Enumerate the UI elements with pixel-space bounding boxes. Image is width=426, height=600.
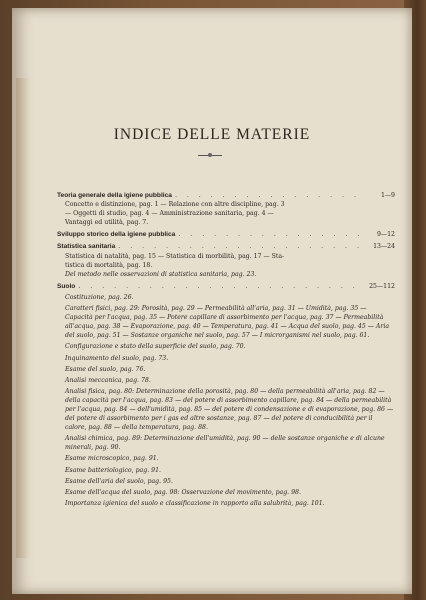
toc-entry-title: Sviluppo storico della igiene pubblica <box>57 231 176 239</box>
toc-entry-description <box>57 252 395 279</box>
toc-entry-pages: 9—12 <box>377 231 395 239</box>
description-line: Statistica di natalità, pag. 15 — Statistica di morbilità, pag. 17 — Sta- <box>65 252 285 260</box>
suolo-item: Esame del suolo, pag. 76. <box>65 365 146 373</box>
toc-entry-title: Suolo <box>57 282 76 290</box>
toc-entry-description <box>57 200 395 227</box>
leader-dots <box>78 282 362 291</box>
suolo-item: Analisi fisica, pag. 80: Determinazione della porosità, pag. 80 — della permeabilità all'aria, pag. 82 — della capacità per l'acqua, pag. 83 — del potere di assorbimento capillare, pag. 84 — della permeabilità per l'acqua, pag. 84 — dell'umidità, pag. 85 — del potere di condensazione e di evaporazione, pag. 86 — del potere di assorbimento per i gas ed altre sostanze, pag. 87 — del potere di conducibilità per il calore, pag. 88 — della temperatura, pag. 88. <box>65 387 394 432</box>
description-line: Concetto e distinzione, pag. 1 — Relazione con altre discipline, pag. 3 <box>65 201 285 209</box>
suolo-item: Analisi chimica, pag. 89: Determinazione dell'umidità, pag. 90 — delle sostanze organiche e di alcune minerali, pag. 90. <box>65 435 385 452</box>
suolo-item: Importanza igienica del suolo e classificazione in rapporto alla salubrità, pag. 101. <box>65 499 325 507</box>
suolo-item: Configurazione e stato della superficie del suolo, pag. 70. <box>65 343 246 351</box>
page-gutter-shadow <box>16 78 30 558</box>
suolo-item: Caratteri fisici, pag. 29: Porosità, pag. 29 — Permeabilità all'aria, pag. 31 — Umidità, pag. 35 — Capacità per l'acqua, pag. 35 — Potere capillare di assorbimento per l'acqua, pag. 37 — Permeabilità all'acqua, pag. 38 — Evaporazione, pag. 40 — Temperatura, pag. 41 — Acqua del suolo, pag. 45 — Aria del suolo, pag. 51 — Sostanze organiche nel suolo, pag. 57 — I microrganismi nel suolo, pag. 61. <box>65 305 390 340</box>
toc-entry-title: Teoria generale della igiene pubblica <box>57 192 172 199</box>
description-line: tistica di mortalità, pag. 18. <box>65 261 153 269</box>
leader-dots <box>118 242 362 251</box>
table-of-contents <box>57 191 395 508</box>
toc-entry <box>57 230 395 239</box>
title-ornament-dot <box>208 153 212 157</box>
description-line: Del metodo nelle osservazioni di statistica sanitaria, pag. 23. <box>65 270 257 278</box>
toc-entry-pages: 1—9 <box>380 192 395 199</box>
toc-entry-title: Statistica sanitaria <box>57 243 116 251</box>
toc-entry <box>57 242 395 251</box>
page-title: INDICE DELLE MATERIE <box>113 126 311 143</box>
suolo-item: Esame microscopico, pag. 91. <box>65 455 159 463</box>
description-line: — Oggetti di studio, pag. 4 — Amministrazione sanitaria, pag. 4 — <box>65 210 274 218</box>
suolo-item: Inquinamento del suolo, pag. 73. <box>65 354 169 362</box>
toc-entry <box>57 282 395 291</box>
toc-entry-pages: 13—24 <box>373 243 395 251</box>
leader-dots <box>178 230 362 239</box>
suolo-item: Esame dell'acqua del suolo, pag. 98: Osservazione del movimento, pag. 98. <box>65 488 301 496</box>
book-page <box>12 8 412 594</box>
suolo-item: Esame batteriologico, pag. 91. <box>65 466 161 474</box>
suolo-item: Esame dell'aria del suolo, pag. 95. <box>65 477 173 485</box>
leader-dots <box>175 191 362 200</box>
toc-entry-pages: 25—112 <box>369 282 395 290</box>
description-line: Vantaggi ed utilità, pag. 7. <box>65 219 149 227</box>
suolo-item: Costituzione, pag. 26. <box>65 293 134 301</box>
suolo-item: Analisi meccanica, pag. 78. <box>65 376 151 384</box>
toc-entry <box>57 191 395 200</box>
